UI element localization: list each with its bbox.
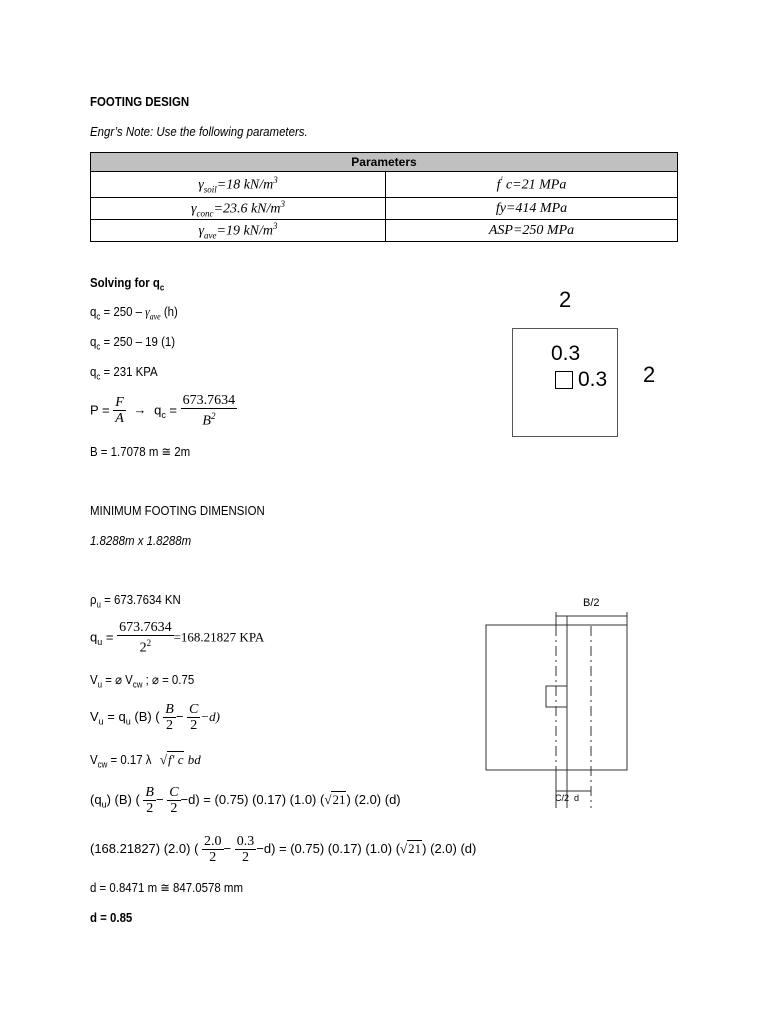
page-title: FOOTING DESIGN xyxy=(90,94,190,109)
shear-equation-2: (168.21827) (2.0) ( $\frac{2.0}{2}$ − $\frac{0.3}{2}$ −d) = (0.75) (0.17) (1.0) (√21) (2.0) (d) xyxy=(90,834,477,865)
sketch2-top-label: B/2 xyxy=(583,597,600,609)
param-gamma-conc: $\gamma_{conc}=23.6$ $kN/m^3$ xyxy=(91,198,386,220)
vu-line-1: $V_u$ = ⌀ $V_{cw}$ ; ⌀ = 0.75 xyxy=(90,672,195,690)
param-asp: ASP=250 MPa xyxy=(386,220,678,242)
pu-line: $\rho_u = 673.7634$ KN xyxy=(90,592,181,610)
min-dim-value: 1.8288m x 1.8288m xyxy=(90,533,192,548)
column-depth-label: 0.3 xyxy=(578,368,608,391)
engineer-note: Engr’s Note: Use the following parameters. xyxy=(90,124,308,139)
d-final: d = 0.85 xyxy=(90,910,133,925)
sketch2-d-label: d xyxy=(574,793,580,803)
column-square-icon xyxy=(555,371,573,389)
qc-line-1: $q_c = 250 - \gamma_{ave}$ (h) xyxy=(90,304,178,322)
sketch1-right-dimension: 2 xyxy=(643,362,656,387)
param-fc: f' c=21 MPa xyxy=(386,172,678,198)
shear-equation-1: $(q_u)$ (B) ( $\frac{B}{2}$ − $\frac{C}{2}$ −d) = (0.75) (0.17) (1.0) (√21) (2.0) (d) xyxy=(90,785,401,816)
pressure-equation: P = $\frac{F}{A}$ → $q_c$ = $\frac{673.7634}{B^2}$ xyxy=(90,393,236,429)
vcw-line: $V_{cw} = 0.17$ λ√f' c bd xyxy=(90,752,201,770)
vu-line-2: $V_u = q_u$ (B) ( $\frac{B}{2}$ − $\frac{C}{2}$ −d) xyxy=(90,702,220,733)
qu-equation: $q_u$ = $\frac{673.7634}{2^2}$ =168.21827 KPA xyxy=(90,620,265,656)
column-width-label: 0.3 xyxy=(551,342,581,365)
min-dim-heading: MINIMUM FOOTING DIMENSION xyxy=(90,503,265,518)
parameters-header: Parameters xyxy=(91,153,678,172)
shear-section-sketch xyxy=(480,608,635,813)
sketch1-top-dimension: 2 xyxy=(559,287,572,312)
qc-line-2: $q_c = 250 - 19$ (1) xyxy=(90,334,176,352)
d-result: d = 0.8471 m ≅ 847.0578 mm xyxy=(90,880,243,895)
sketch2-c-half-label: C/2 xyxy=(555,793,570,803)
qc-line-3: $q_c = 231$ KPA xyxy=(90,364,158,382)
b-result: B = 1.7078 m ≅ 2m xyxy=(90,444,191,459)
parameters-table xyxy=(90,152,678,242)
solving-heading: Solving for $q_c$ xyxy=(90,275,165,293)
param-gamma-soil: $\gamma_{soil}=18$ $kN/m^3$ xyxy=(91,172,386,198)
param-fy: fy=414 MPa xyxy=(386,198,678,220)
param-gamma-ave: $\gamma_{ave}=19$ $kN/m^3$ xyxy=(91,220,386,242)
